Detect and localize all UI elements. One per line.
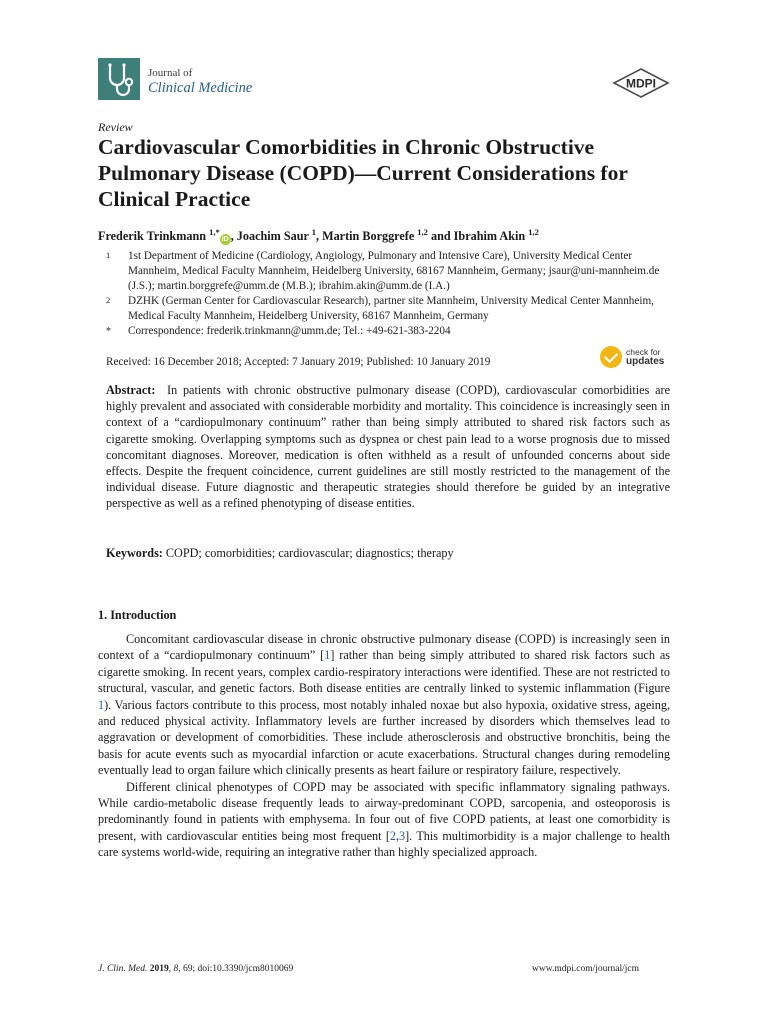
affiliation-text: 1st Department of Medicine (Cardiology, Angiology, Pulmonary and Intensive Care), University Medical Center Mannheim, Medical Faculty Mannheim, Heidelberg University, 68167 Mannheim, Germany; jsaur@uni-mannheim.de (J.S.); martin.borggrefe@umm.de (M.B.); ibrahim.akin@umm.de (I.A.) [128,250,660,292]
author-separator: , [230,229,237,243]
publication-dates: Received: 16 December 2018; Accepted: 7 January 2019; Published: 10 January 2019 [106,356,491,368]
author-name[interactable]: Martin Borggrefe [322,229,415,243]
affiliation-text: DZHK (German Center for Cardiovascular Research), partner site Mannheim, University Medical Center Mannheim, Medical Faculty Mannheim, Heidelberg University, 68167 Mannheim, Germany [128,295,654,322]
paragraph-text: Different clinical phenotypes of COPD may be associated with specific inflammatory signaling pathways. While cardio-metabolic disease frequently leads to airway-predominant COPD, sarcopenia, and osteoporosis is predominantly found in patients with emphysema. In four out of five COPD patients, at least one comorbidity is present, with cardiovascular entities being most frequent [ [98,779,670,843]
abstract-label: Abstract: [106,383,156,397]
figure-link[interactable]: 1 [98,697,105,712]
journal-name [148,66,252,96]
paragraph-text: ]. This multimorbidity is a major challenge to health care systems world-wide, requiring an integrative rather than highly specialized approach. [98,828,670,860]
paragraph [98,779,670,861]
citation-separator: , [395,828,400,843]
author-name[interactable]: Joachim Saur [236,229,309,243]
section-heading: 1. Introduction [98,608,177,622]
article-title: Cardiovascular Comorbidities in Chronic Obstructive Pulmonary Disease (COPD)—Current Considerations for Clinical Practice [98,135,628,211]
footer-year: 2019 [149,964,169,974]
check-updates-line1: check for [626,347,661,357]
check-for-updates-button[interactable] [600,346,664,368]
author-name[interactable]: Ibrahim Akin [453,229,526,243]
author-list [98,227,539,245]
check-updates-label [626,348,664,366]
affiliation-mark: 1 [106,250,111,260]
citation-link[interactable]: 2 [389,828,396,843]
abstract-text: In patients with chronic obstructive pulmonary disease (COPD), cardiovascular comorbidities are highly prevalent and associated with considerable morbidity and mortality. This coincidence is increasingly seen in context of a “cardiopulmonary continuum” rather than being simply attributed to shared risk factors such as cigarette smoking. Overlapping symptoms such as dyspnea or chest pain lead to a worse prognosis due to missed concomitant diagnoses. Moreover, medication is often withheld as a result of unfounded concerns about side effects. Despite the frequent coincidence, current guidelines are still mostly restricted to the management of the individual disease. Future diagnostic and therapeutic strategies should therefore be guided by an integrative perspective as well as a refined phenotyping of disease entities. [106,383,671,511]
mdpi-logo [612,68,670,103]
author-name[interactable]: Frederik Trinkmann [98,229,207,243]
affiliation-item [98,249,678,294]
correspondence-text: Correspondence: frederik.trinkmann@umm.de; Tel.: +49-621-383-2204 [128,325,451,337]
correspondence-mark: * [106,326,111,337]
paragraph-text: ). Various factors contribute to this process, most notably inhaled noxae but also hypoxia, oxidative stress, ageing, and reduced physical activity. Inflammatory levels are further increased by disorders which themselves lead to aggravation or development of comorbidities. These include atherosclerosis and obstructive bronchitis, being the basis for acute events such as myocardial infarction or acute exacerbations. Structural changes during remodeling eventually lead to organ failure which clinically presents as heart failure or respiratory failure, respectively. [98,697,670,778]
affiliations [98,249,678,339]
author-affil-sup: 1,* [209,227,220,237]
journal-title: Clinical Medicine [148,80,253,96]
mdpi-logo-text: MDPI [626,76,656,91]
keywords-text: COPD; comorbidities; cardiovascular; diagnostics; therapy [165,546,454,560]
section-body [98,631,670,861]
orcid-icon[interactable]: iD [221,236,229,243]
citation-link[interactable]: 1 [324,648,331,663]
author-separator: , [315,229,323,243]
journal-of-label: Journal of [148,67,193,79]
article-type: Review [98,120,133,134]
affiliation-item [98,294,678,324]
author-affil-sup: 1,2 [417,227,428,237]
citation-link[interactable]: 3 [399,828,406,843]
affiliation-mark: 2 [106,295,111,305]
check-updates-line2: updates [626,356,665,367]
paragraph-text: Concomitant cardiovascular disease in chronic obstructive pulmonary disease (COPD) is increasingly seen in context of a “cardiopulmonary continuum” [ [98,632,670,663]
footer-journal-abbr: J. Clin. Med. [98,964,148,974]
footer-volume: 8 [173,964,179,974]
keywords-label: Keywords: [106,546,163,560]
footer-doi: , 69; doi:10.3390/jcm8010069 [178,964,294,974]
paragraph-text: ] rather than being simply attributed to shared risk factors such as cigarette smoking. In recent years, complex cardio-respiratory interactions were identified. These are not restricted to structural, vascular, and genetic factors. Both disease entities are centrally linked to systemic inflammation (Figure [98,648,671,696]
author-affil-sup: 1 [311,227,316,237]
correspondence-item [98,324,678,339]
paragraph [98,631,670,779]
check-updates-icon [600,346,622,368]
author-affil-sup: 1,2 [528,227,539,237]
abstract [106,382,670,512]
author-separator: and [427,229,454,243]
footer-url[interactable]: www.mdpi.com/journal/jcm [532,964,640,974]
footer-citation: J. Clin. Med. 2019, 8, 69; doi:10.3390/jcm8010069 [98,964,294,974]
journal-logo-stethoscope-icon [98,58,140,100]
keywords [106,546,670,561]
